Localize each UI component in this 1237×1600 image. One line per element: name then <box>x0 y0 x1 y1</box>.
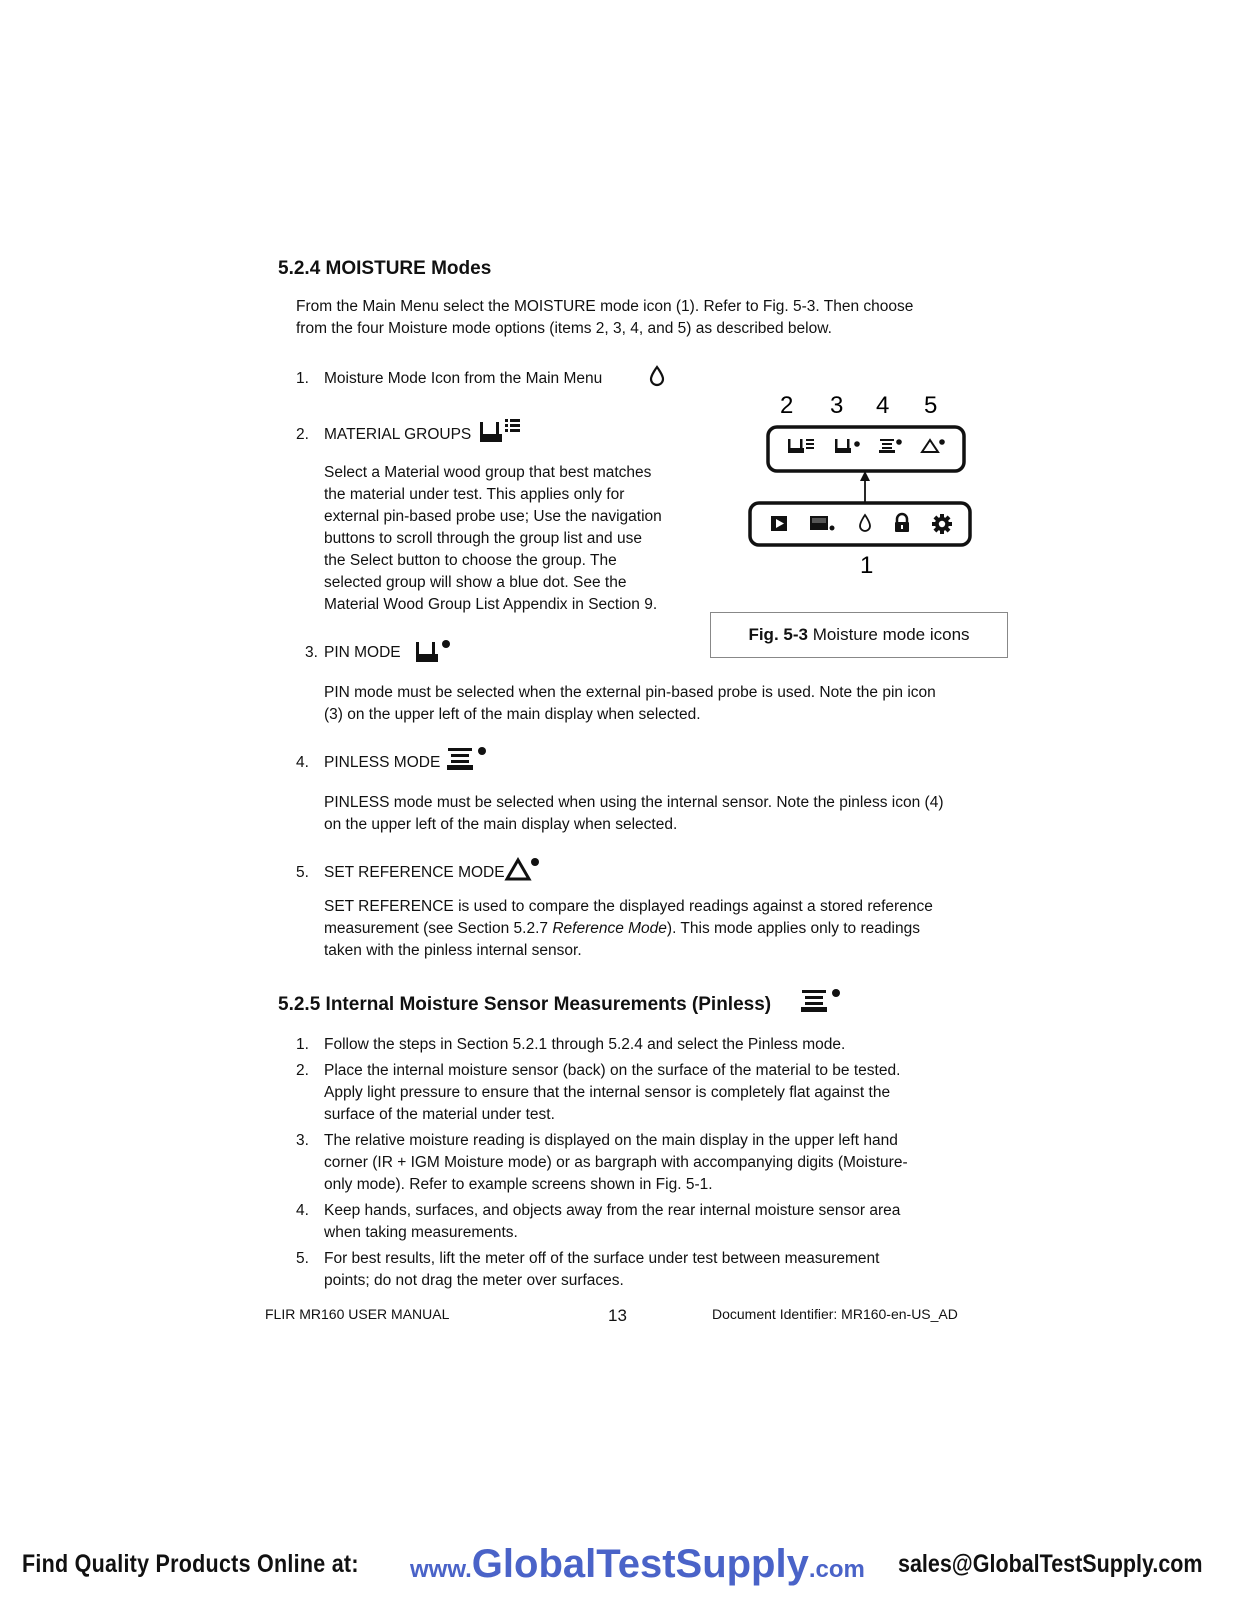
step-number: 5. <box>296 1250 309 1267</box>
step-number: 4. <box>296 1202 309 1219</box>
intro-line-1: From the Main Menu select the MOISTURE mode icon (1). Refer to Fig. 5-3. Then choose <box>296 298 914 315</box>
intro-line-2: from the four Moisture mode options (items 2, 3, 4, and 5) as described below. <box>296 320 832 337</box>
item5-line-2 <box>324 918 920 940</box>
item2-line: selected group will show a blue dot. See the <box>324 574 627 591</box>
item5-label: SET REFERENCE MODE <box>324 864 505 881</box>
item4-line-2: on the upper left of the main display when selected. <box>324 816 678 833</box>
steps-list <box>296 1034 976 1296</box>
step-line: Apply light pressure to ensure that the internal sensor is completely flat against the <box>324 1084 891 1101</box>
list-item <box>296 1248 976 1292</box>
list-item <box>296 1034 976 1056</box>
set-reference-icon <box>504 854 544 884</box>
figure-caption <box>710 612 1008 658</box>
item1-number: 1. <box>296 370 309 387</box>
step-line: only mode). Refer to example screens shown in Fig. 5-1. <box>324 1176 713 1193</box>
footer-document-id: Document Identifier: MR160-en-US_AD <box>712 1306 958 1322</box>
banner-site-name: GlobalTestSupply <box>471 1542 809 1586</box>
step-line: For best results, lift the meter off of the surface under test between measurement <box>324 1250 880 1267</box>
step-line: surface of the material under test. <box>324 1106 555 1123</box>
fig-number-4: 4 <box>876 392 890 419</box>
item3-line-1: PIN mode must be selected when the external pin-based probe is used. Note the pin icon <box>324 684 936 701</box>
step-number: 1. <box>296 1036 309 1053</box>
item2-line: external pin-based probe use; Use the navigation <box>324 508 662 525</box>
moisture-drop-icon <box>648 365 666 387</box>
item2-number: 2. <box>296 426 309 443</box>
item2-line: Material Wood Group List Appendix in Section 9. <box>324 596 658 613</box>
step-line: Keep hands, surfaces, and objects away from the rear internal moisture sensor area <box>324 1202 901 1219</box>
list-item <box>296 1200 976 1244</box>
material-groups-icon <box>478 416 524 444</box>
item4-line-1: PINLESS mode must be selected when using the internal sensor. Note the pinless icon (4) <box>324 794 944 811</box>
caption-bold: Fig. 5-3 <box>748 625 808 644</box>
fig-number-1: 1 <box>860 552 874 579</box>
banner-tagline: Find Quality Products Online at: <box>22 1550 359 1578</box>
gear-icon <box>932 514 952 534</box>
item1-label: Moisture Mode Icon from the Main Menu <box>324 370 603 387</box>
item4-number: 4. <box>296 754 309 771</box>
item2-line: Select a Material wood group that best matches <box>324 464 652 481</box>
item5-line-2a: measurement (see Section 5.2.7 <box>324 920 553 937</box>
pinless-mode-icon <box>446 744 490 774</box>
footer-manual-title: FLIR MR160 USER MANUAL <box>265 1306 450 1322</box>
step-line: points; do not drag the meter over surfaces. <box>324 1272 624 1289</box>
item5-line-2b: ). This mode applies only to readings <box>666 920 920 937</box>
promo-banner <box>0 1542 1237 1600</box>
item2-line: the material under test. This applies only for <box>324 486 625 503</box>
figure-diagram <box>700 385 1010 585</box>
section-heading-524: 5.2.4 MOISTURE Modes <box>278 258 492 279</box>
item5-line-2-italic: Reference Mode <box>552 920 667 937</box>
item2-line: buttons to scroll through the group list and use <box>324 530 642 547</box>
item2-label: MATERIAL GROUPS <box>324 426 472 443</box>
pinless-heading-icon <box>800 986 844 1016</box>
step-line: Place the internal moisture sensor (back) on the surface of the material to be tested. <box>324 1062 901 1079</box>
item3-label: PIN MODE <box>324 644 401 661</box>
step-line: corner (IR + IGM Moisture mode) or as bargraph with accompanying digits (Moisture- <box>324 1154 908 1171</box>
item5-line-1: SET REFERENCE is used to compare the displayed readings against a stored reference <box>324 898 933 915</box>
step-line: when taking measurements. <box>324 1224 518 1241</box>
item2-line: the Select button to choose the group. The <box>324 552 617 569</box>
step-number: 3. <box>296 1132 309 1149</box>
list-item <box>296 1130 976 1196</box>
item3-number: 3. <box>305 644 318 661</box>
step-line: The relative moisture reading is displayed on the main display in the upper left hand <box>324 1132 898 1149</box>
fig-number-3: 3 <box>830 392 844 419</box>
list-item <box>296 1060 976 1126</box>
banner-www: www. <box>410 1556 472 1583</box>
item5-number: 5. <box>296 864 309 881</box>
item4-label: PINLESS MODE <box>324 754 441 771</box>
section-heading-525: 5.2.5 Internal Moisture Sensor Measurements (Pinless) <box>278 994 772 1015</box>
pin-mode-icon <box>414 636 454 666</box>
banner-com: .com <box>808 1556 865 1583</box>
page-number: 13 <box>608 1306 627 1325</box>
step-line: Follow the steps in Section 5.2.1 through 5.2.4 and select the Pinless mode. <box>324 1036 846 1053</box>
play-icon <box>771 516 787 531</box>
item2-description <box>324 462 662 616</box>
item3-line-2: (3) on the upper left of the main display when selected. <box>324 706 701 723</box>
caption-text: Moisture mode icons <box>807 625 970 644</box>
banner-website-link[interactable] <box>410 1542 865 1587</box>
banner-email-link[interactable]: sales@GlobalTestSupply.com <box>898 1550 1203 1578</box>
item5-line-3: taken with the pinless internal sensor. <box>324 942 582 959</box>
fig-number-2: 2 <box>780 392 794 419</box>
step-number: 2. <box>296 1062 309 1079</box>
fig-number-5: 5 <box>924 392 938 419</box>
